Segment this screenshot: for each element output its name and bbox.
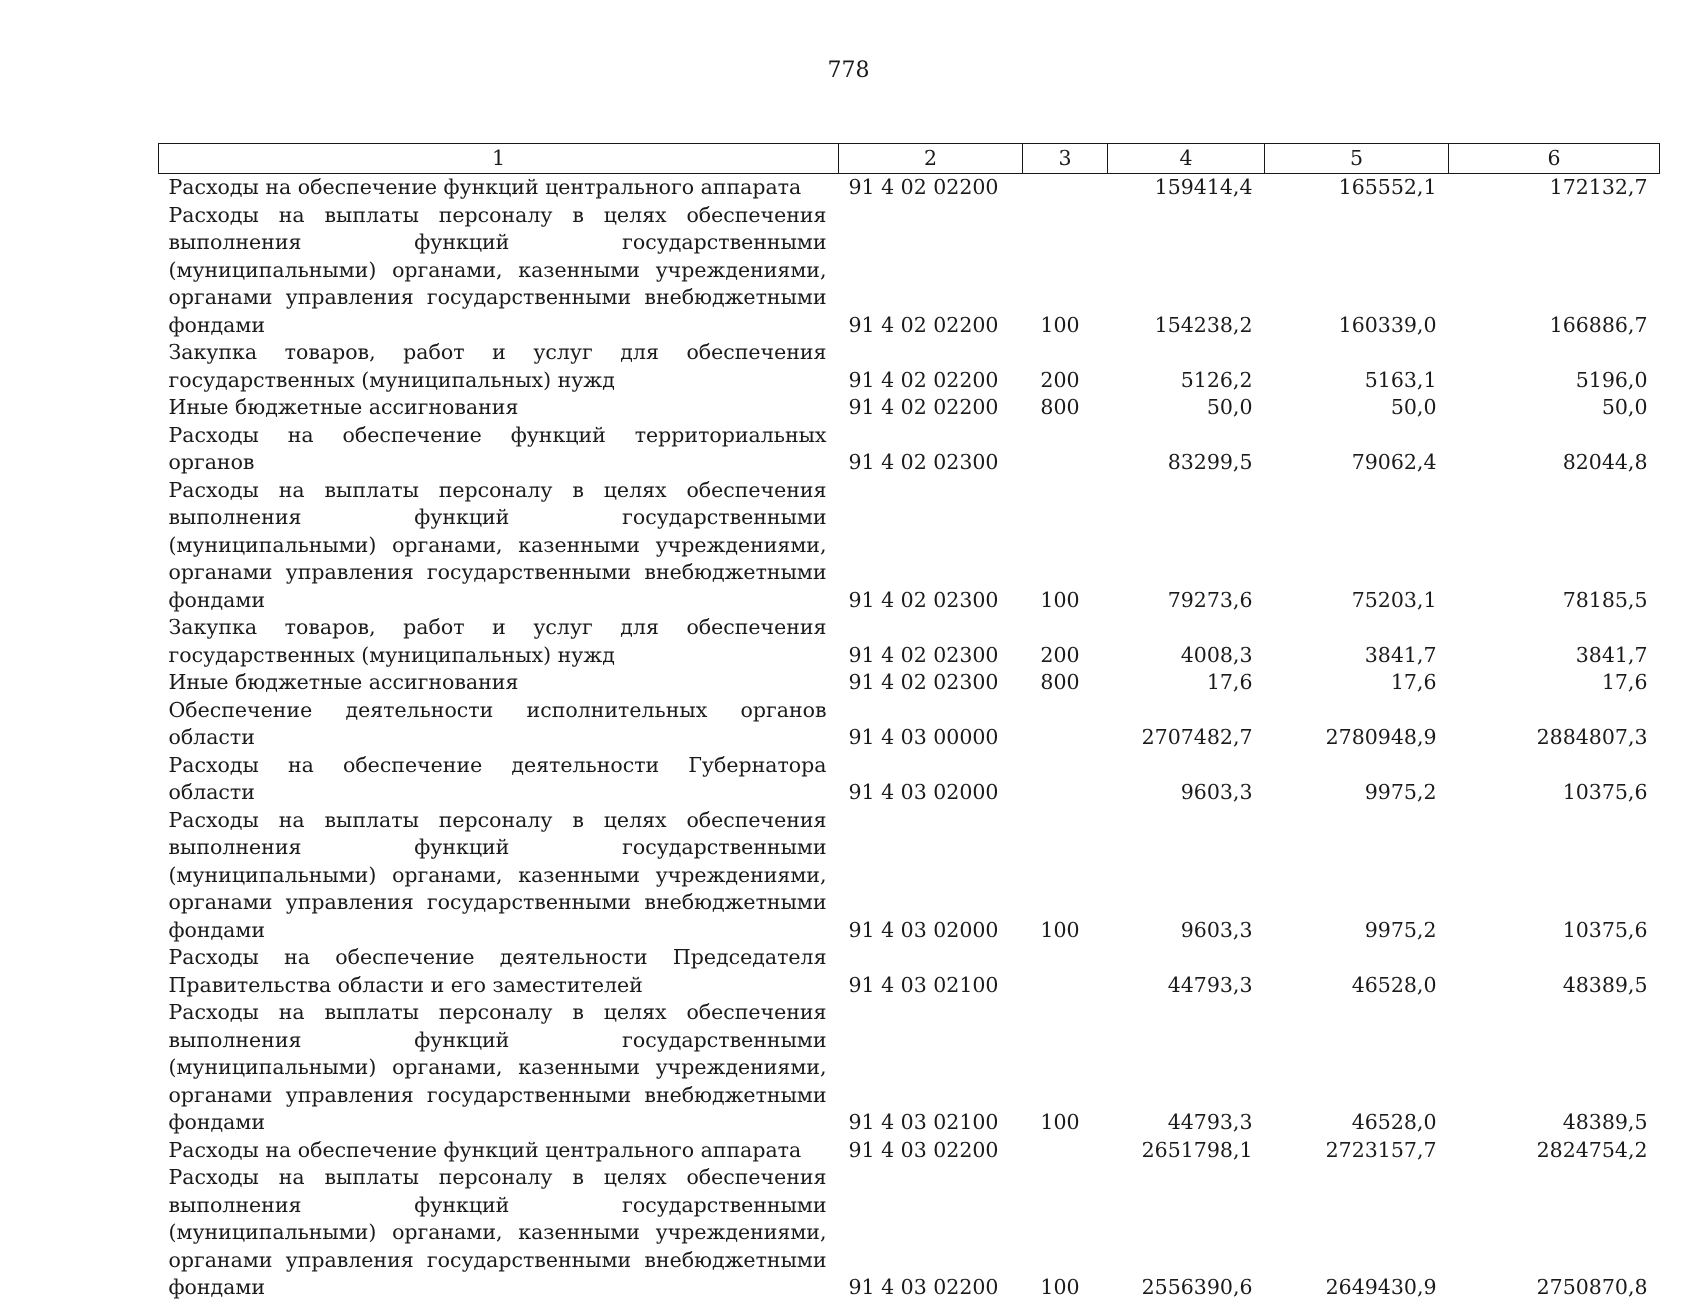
row-name: Расходы на обеспечение деятельности Председателя Правительства области и его заместителей xyxy=(168,945,827,997)
row-kvr xyxy=(1023,697,1108,752)
table-row xyxy=(159,614,1660,669)
row-kvr: 100 xyxy=(1040,1110,1080,1134)
row-code: 91 4 02 02200 xyxy=(848,395,999,419)
row-code: 91 4 02 02300 xyxy=(848,450,999,474)
table-row xyxy=(159,339,1660,394)
table-row xyxy=(159,174,1660,202)
table-row xyxy=(159,999,1660,1137)
header-col-5: 5 xyxy=(1265,144,1449,174)
row-value-6: 3841,7 xyxy=(1575,642,1648,667)
header-col-3: 3 xyxy=(1023,144,1108,174)
row-name: Расходы на выплаты персоналу в целях обеспечения выполнения функций государственными (муниципальными) органами, казенными учреждениями, органами управления государственными внебюджетными фондами xyxy=(168,1000,827,1134)
table-row xyxy=(159,394,1660,422)
row-value-4: 5126,2 xyxy=(1180,367,1253,392)
table-row xyxy=(159,477,1660,615)
row-value-5: 50,0 xyxy=(1390,395,1437,419)
row-code: 91 4 02 02200 xyxy=(848,367,999,392)
row-value-5: 75203,1 xyxy=(1351,587,1437,612)
row-value-4: 2707482,7 xyxy=(1141,725,1253,749)
row-name: Расходы на выплаты персоналу в целях обеспечения выполнения функций государственными (муниципальными) органами, казенными учреждениями, органами управления государственными внебюджетными фондами xyxy=(168,1165,827,1299)
row-kvr: 200 xyxy=(1040,367,1080,392)
header-col-1: 1 xyxy=(159,144,839,174)
row-value-4: 9603,3 xyxy=(1180,917,1253,942)
row-value-4: 44793,3 xyxy=(1167,972,1253,997)
row-kvr xyxy=(1023,944,1108,999)
row-value-4: 2556390,6 xyxy=(1141,1275,1253,1299)
table-row xyxy=(159,1164,1660,1302)
row-value-5: 9975,2 xyxy=(1364,917,1437,942)
row-value-4: 9603,3 xyxy=(1180,780,1253,804)
row-code: 91 4 02 02200 xyxy=(848,312,999,337)
row-value-6: 166886,7 xyxy=(1549,312,1648,337)
row-value-6: 10375,6 xyxy=(1562,780,1648,804)
row-value-6: 50,0 xyxy=(1601,395,1648,419)
row-name: Расходы на выплаты персоналу в целях обеспечения выполнения функций государственными (муниципальными) органами, казенными учреждениями, органами управления государственными внебюджетными фондами xyxy=(168,477,827,612)
row-code: 91 4 03 02000 xyxy=(848,780,999,804)
row-code: 91 4 03 02100 xyxy=(848,972,999,997)
row-name: Закупка товаров, работ и услуг для обеспечения государственных (муниципальных) нужд xyxy=(168,340,827,392)
row-name: Закупка товаров, работ и услуг для обеспечения государственных (муниципальных) нужд xyxy=(168,615,827,667)
table-header xyxy=(159,144,1660,174)
row-value-4: 2651798,1 xyxy=(1141,1137,1253,1162)
row-kvr: 800 xyxy=(1040,395,1080,419)
row-kvr xyxy=(1023,174,1108,202)
row-value-5: 46528,0 xyxy=(1351,972,1437,997)
row-value-6: 2750870,8 xyxy=(1536,1275,1648,1299)
row-value-5: 160339,0 xyxy=(1338,312,1437,337)
row-value-6: 5196,0 xyxy=(1575,367,1648,392)
row-value-5: 79062,4 xyxy=(1351,450,1437,474)
row-value-4: 44793,3 xyxy=(1167,1110,1253,1134)
row-value-6: 2824754,2 xyxy=(1536,1137,1648,1162)
row-name: Иные бюджетные ассигнования xyxy=(168,395,519,419)
table-row xyxy=(159,752,1660,807)
row-value-6: 48389,5 xyxy=(1562,1110,1648,1134)
row-value-6: 48389,5 xyxy=(1562,972,1648,997)
table-row xyxy=(159,669,1660,697)
row-value-5: 2723157,7 xyxy=(1325,1137,1437,1162)
row-kvr xyxy=(1023,1137,1108,1165)
budget-table xyxy=(158,143,1660,1302)
row-code: 91 4 02 02300 xyxy=(848,670,999,694)
row-value-5: 9975,2 xyxy=(1364,780,1437,804)
row-code: 91 4 02 02200 xyxy=(848,175,999,199)
header-row xyxy=(159,144,1660,174)
page-number: 778 xyxy=(827,58,870,83)
row-value-4: 50,0 xyxy=(1206,395,1253,419)
row-kvr: 100 xyxy=(1040,917,1080,942)
row-code: 91 4 03 02100 xyxy=(848,1110,999,1134)
row-name: Расходы на выплаты персоналу в целях обеспечения выполнения функций государственными (муниципальными) органами, казенными учреждениями, органами управления государственными внебюджетными фондами xyxy=(168,807,827,942)
row-value-5: 5163,1 xyxy=(1364,367,1437,392)
row-kvr: 100 xyxy=(1040,312,1080,337)
row-value-6: 17,6 xyxy=(1601,670,1648,694)
row-code: 91 4 03 02000 xyxy=(848,917,999,942)
row-value-4: 159414,4 xyxy=(1154,175,1253,199)
header-col-4: 4 xyxy=(1108,144,1265,174)
table-row xyxy=(159,202,1660,340)
row-value-5: 2780948,9 xyxy=(1325,725,1437,749)
row-value-4: 17,6 xyxy=(1206,670,1253,694)
table-row xyxy=(159,1137,1660,1165)
row-value-4: 4008,3 xyxy=(1180,642,1253,667)
row-code: 91 4 03 00000 xyxy=(848,725,999,749)
row-kvr xyxy=(1023,422,1108,477)
row-value-4: 83299,5 xyxy=(1167,450,1253,474)
row-value-4: 79273,6 xyxy=(1167,587,1253,612)
row-value-5: 3841,7 xyxy=(1364,642,1437,667)
row-name: Иные бюджетные ассигнования xyxy=(168,670,519,694)
row-code: 91 4 03 02200 xyxy=(848,1275,999,1299)
row-value-6: 10375,6 xyxy=(1562,917,1648,942)
header-col-6: 6 xyxy=(1449,144,1660,174)
row-name: Расходы на обеспечение функций центрального аппарата xyxy=(168,1137,802,1162)
row-value-5: 17,6 xyxy=(1390,670,1437,694)
row-value-6: 78185,5 xyxy=(1562,587,1648,612)
table-row xyxy=(159,697,1660,752)
table-body xyxy=(159,174,1660,1302)
table-row xyxy=(159,807,1660,945)
row-kvr xyxy=(1023,752,1108,807)
row-name: Расходы на обеспечение деятельности Губернатора области xyxy=(168,752,827,804)
row-value-5: 165552,1 xyxy=(1338,175,1437,199)
row-kvr: 100 xyxy=(1040,1275,1080,1299)
row-code: 91 4 02 02300 xyxy=(848,642,999,667)
row-value-6: 82044,8 xyxy=(1562,450,1648,474)
table-row xyxy=(159,422,1660,477)
row-kvr: 200 xyxy=(1040,642,1080,667)
row-value-5: 2649430,9 xyxy=(1325,1275,1437,1299)
row-name: Расходы на обеспечение функций территориальных органов xyxy=(168,422,827,474)
row-kvr: 800 xyxy=(1040,670,1080,694)
row-value-6: 172132,7 xyxy=(1549,175,1648,199)
row-code: 91 4 02 02300 xyxy=(848,587,999,612)
row-kvr: 100 xyxy=(1040,587,1080,612)
table-row xyxy=(159,944,1660,999)
row-name: Расходы на выплаты персоналу в целях обеспечения выполнения функций государственными (муниципальными) органами, казенными учреждениями, органами управления государственными внебюджетными фондами xyxy=(168,202,827,337)
row-value-5: 46528,0 xyxy=(1351,1110,1437,1134)
header-col-2: 2 xyxy=(839,144,1023,174)
row-name: Расходы на обеспечение функций центрального аппарата xyxy=(168,175,802,199)
row-name: Обеспечение деятельности исполнительных органов области xyxy=(168,697,827,749)
row-code: 91 4 03 02200 xyxy=(848,1137,999,1162)
row-value-6: 2884807,3 xyxy=(1536,725,1648,749)
row-value-4: 154238,2 xyxy=(1154,312,1253,337)
